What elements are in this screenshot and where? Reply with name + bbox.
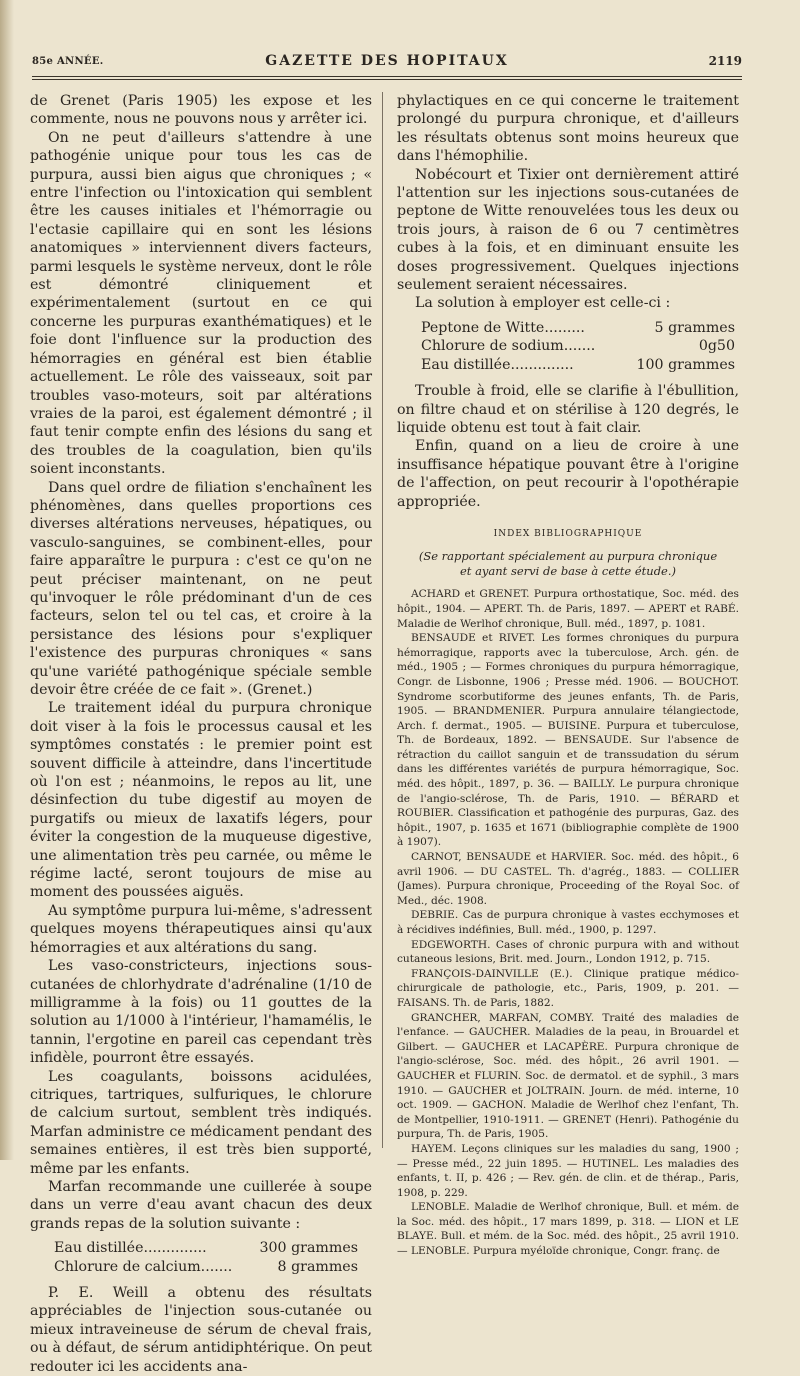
column-divider bbox=[382, 92, 383, 1148]
paragraph: phylactiques en ce qui concerne le traitement prolongé du purpura chronique, et d'ailleurs les résultats obtenus sont moins heureux que dans l'hémophilie. bbox=[397, 93, 739, 165]
bib-entry: GRANCHER, MARFAN, COMBY. Traité des maladies de l'enfance. — GAUCHER. Maladies de la peau, in Brouardel et Gilbert. — GAUCHER et LACAPÈRE. Purpura chronique de l'angio-sclérose, Soc. méd. des hôpit., 26 avril 1901. — GAUCHER et FLURIN. Soc. de dermatol. et de syphil., 3 mars 1910. — GAUCHER et JOLTRAIN. Journ. de méd. interne, 10 oct. 1909. — GACHON. Maladie de Werlhof chez l'enfant, Th. de Montpellier, 1910-1911. — GRENET (Henri). Pathogénie du purpura, Th. de Paris, 1905. bbox=[397, 1011, 739, 1141]
quantity: 100 grammes bbox=[636, 356, 735, 373]
right-column bbox=[397, 92, 739, 1259]
page-header bbox=[32, 50, 742, 72]
quantity: 300 grammes bbox=[259, 1240, 358, 1257]
paragraph: La solution à employer est celle-ci : bbox=[415, 295, 671, 312]
quantity: 5 grammes bbox=[654, 319, 735, 336]
recipe-row bbox=[421, 337, 739, 355]
index-subtitle-line: (Se rapportant spécialement au purpura chronique bbox=[418, 549, 718, 564]
paragraph: Enfin, quand on a lieu de croire à une insuffisance hépatique pouvant être à l'origine de l'affection, on peut recourir à l'opothérapie appropriée. bbox=[397, 438, 739, 510]
index-subtitle-line: et ayant servi de base à cette étude.) bbox=[459, 564, 677, 579]
recipe-row bbox=[54, 1258, 372, 1276]
recipe-row bbox=[421, 356, 739, 374]
bib-entry: HAYEM. Leçons cliniques sur les maladies du sang, 1900 ; — Presse méd., 22 juin 1895. — HUTINEL. Les maladies des enfants, t. II, p. 426 ; — Rev. gén. de clin. et de thérap., Paris, 1908, p. 229. bbox=[397, 1142, 739, 1199]
bib-entry: LENOBLE. Maladie de Werlhof chronique, Bull. et mém. de la Soc. méd. des hôpit., 17 mars 1899, p. 318. — LION et LE BLAYE. Bull. et mém. de la Soc. méd. des hôpit., 25 avril 1910. — LENOBLE. Purpura myéloïde chronique, Congr. franç. de bbox=[397, 1201, 739, 1258]
recipe-row bbox=[421, 319, 739, 337]
paragraph: Trouble à froid, elle se clarifie à l'ébullition, on filtre chaud et on stérilise à 120 degrés, le liquide obtenu est tout à fait clair. bbox=[397, 383, 739, 436]
bib-entry: EDGEWORTH. Cases of chronic purpura with and without cutaneous lesions, Brit. med. Journ., London 1912, p. 715. bbox=[397, 938, 739, 966]
edition-label: 85e ANNÉE. bbox=[32, 56, 104, 67]
paragraph: Les vaso-constricteurs, injections sous-cutanées de chlorhydrate d'adrénaline (1/10 de milligramme à la fois) ou 11 gouttes de la solution au 1/1000 à l'intérieur, l'hamamélis, le tannin, l'ergotine en pareil cas cependant très infidèle, pourront être essayés. bbox=[30, 958, 372, 1067]
paragraph: Le traitement idéal du purpura chronique doit viser à la fois le processus causal et les symptômes constatés : le premier point est souvent difficile à atteindre, dans l'incertitude où l'on est ; néanmoins, le repos au lit, une désinfection du tube digestif au moyen de purgatifs ou mieux de laxatifs légers, pour éviter la congestion de la muqueuse digestive, une alimentation très peu carnée, ou même le régime lacté, seront toujours de mise au moment des poussées aiguës. bbox=[30, 700, 372, 901]
index-title: INDEX BIBLIOGRAPHIQUE bbox=[493, 528, 643, 539]
quantity: 8 grammes bbox=[277, 1258, 358, 1275]
left-column bbox=[30, 92, 372, 1376]
paragraph: Les coagulants, boissons acidulées, citriques, tartriques, sulfuriques, le chlorure de calcium surtout, semblent très indiqués. Marfan administre ce médicament pendant des semaines entières, il est très bien supporté, même par les enfants. bbox=[30, 1068, 372, 1177]
bibliography bbox=[397, 587, 739, 1258]
header-rule-bottom bbox=[32, 79, 742, 80]
ingredient: Eau distillée.............. bbox=[421, 356, 574, 373]
page-number: 2119 bbox=[708, 54, 742, 68]
bib-entry: FRANÇOIS-DAINVILLE (E.). Clinique pratique médico-chirurgicale de pathologie, etc., Paris, 1909, p. 201. — FAISANS. Th. de Paris, 1882. bbox=[397, 967, 739, 1009]
ingredient: Chlorure de calcium....... bbox=[54, 1258, 233, 1275]
paragraph: de Grenet (Paris 1905) les expose et les commente, nous ne pouvons nous y arrêter ici. bbox=[30, 93, 372, 128]
paragraph: Au symptôme purpura lui-même, s'adressent quelques moyens thérapeutiques ainsi qu'aux hémorragies et aux altérations du sang. bbox=[30, 902, 372, 956]
paragraph: Dans quel ordre de filiation s'enchaînent les phénomènes, dans quelles proportions ces diverses altérations nerveuses, hépatiques, ou vasculo-sanguines, se combinent-elles, pour faire apparaître le purpura : c'est ce qu'on ne peut préciser maintenant, on ne peut qu'invoquer le rôle prédominant d'un de ces facteurs, selon tel ou tel cas, et croire à la persistance des lésions pour s'expliquer l'existence des purpuras chroniques « sans qu'une variété pathogénique spéciale semble devoir être créée de ce fait ». (Grenet.) bbox=[30, 479, 372, 698]
index-subtitle bbox=[397, 549, 739, 579]
bib-entry: CARNOT, BENSAUDE et HARVIER. Soc. méd. des hôpit., 6 avril 1906. — DU CASTEL. Th. d'agrég., 1883. — COLLIER (James). Purpura chronique, Proceeding of the Royal Soc. of Med., déc. 1908. bbox=[397, 851, 739, 907]
recipe-calcium bbox=[54, 1239, 372, 1276]
page-spine-shadow bbox=[0, 0, 14, 1160]
header-rule-top bbox=[32, 76, 742, 77]
ingredient: Chlorure de sodium....... bbox=[421, 338, 596, 355]
bib-entry: BENSAUDE et RIVET. Les formes chroniques du purpura hémorragique, rapports avec la tuberculose, Arch. gén. de méd., 1905 ; — Formes chroniques du purpura hémorragique, Congr. de Lisbonne, 1906 ; Presse méd. 1906. — BOUCHOT. Syndrome scorbutiforme des jeunes enfants, Th. de Paris, 1905. — BRANDMENIER. Purpura annulaire télangiectode, Arch. f. dermat., 1905. — BUISINE. Purpura et tuberculose, Th. de Bordeaux, 1892. — BENSAUDE. Sur l'absence de rétraction du caillot sanguin et de transsudation du sérum dans les différentes variétés de purpura hémorragique, Soc. méd. des hôpit., 1897, p. 36. — BAILLY. Le purpura chronique de l'angio-sclérose, Th. de Paris, 1910. — BÉRARD et ROUBIER. Classification et pathogénie des purpuras, Gaz. des hôpit., 1907, p. 1635 et 1671 (bibliographie complète de 1900 à 1907). bbox=[397, 632, 739, 849]
paragraph: P. E. Weill a obtenu des résultats appréciables de l'injection sous-cutanée ou mieux intraveineuse de sérum de cheval frais, ou à défaut, de sérum antidiphtérique. On peut redouter ici les accidents ana- bbox=[30, 1285, 372, 1375]
journal-title: GAZETTE DES HOPITAUX bbox=[265, 53, 509, 69]
paragraph: Marfan recommande une cuillerée à soupe dans un verre d'eau avant chacun des deux grands repas de la solution suivante : bbox=[30, 1178, 372, 1232]
ingredient: Peptone de Witte......... bbox=[421, 319, 585, 336]
bib-entry: ACHARD et GRENET. Purpura orthostatique, Soc. méd. des hôpit., 1904. — APERT. Th. de Paris, 1897. — APERT et RABÉ. Maladie de Werlhof chronique, Bull. méd., 1897, p. 1081. bbox=[397, 588, 739, 630]
ingredient: Eau distillée.............. bbox=[54, 1240, 207, 1257]
recipe-row bbox=[54, 1239, 372, 1257]
paragraph: Nobécourt et Tixier ont dernièrement attiré l'attention sur les injections sous-cutanées de peptone de Witte renouvelées tous les deux ou trois jours, à raison de 6 ou 7 centimètres cubes à la fois, et en diminuant ensuite les doses progressivement. Quelques injections seulement seraient nécessaires. bbox=[397, 166, 739, 294]
paragraph: On ne peut d'ailleurs s'attendre à une pathogénie unique pour tous les cas de purpura, aussi bien aigus que chroniques ; « entre l'infection ou l'intoxication qui semblent être les causes initiales et l'hémorragie ou l'ectasie capillaire qui en sont les lésions anatomiques » interviennent divers facteurs, parmi lesquels le système nerveux, dont le rôle est démontré cliniquement et expérimentalement (surtout en ce qui concerne les purpuras exanthématiques) et le foie dont l'influence sur la production des hémorragies en général est bien établie actuellement. Le rôle des vaisseaux, soit par troubles vaso-moteurs, soit par altérations vraies de la paroi, est également démontré ; il faut tenir compte enfin des lésions du sang et des troubles de la coagulation, bien qu'ils soient inconstants. bbox=[30, 129, 372, 478]
bib-entry: DEBRIE. Cas de purpura chronique à vastes ecchymoses et à récidives indéfinies, Bull. méd., 1900, p. 1297. bbox=[397, 909, 739, 936]
recipe-peptone bbox=[421, 319, 739, 374]
quantity: 0g50 bbox=[698, 338, 735, 355]
